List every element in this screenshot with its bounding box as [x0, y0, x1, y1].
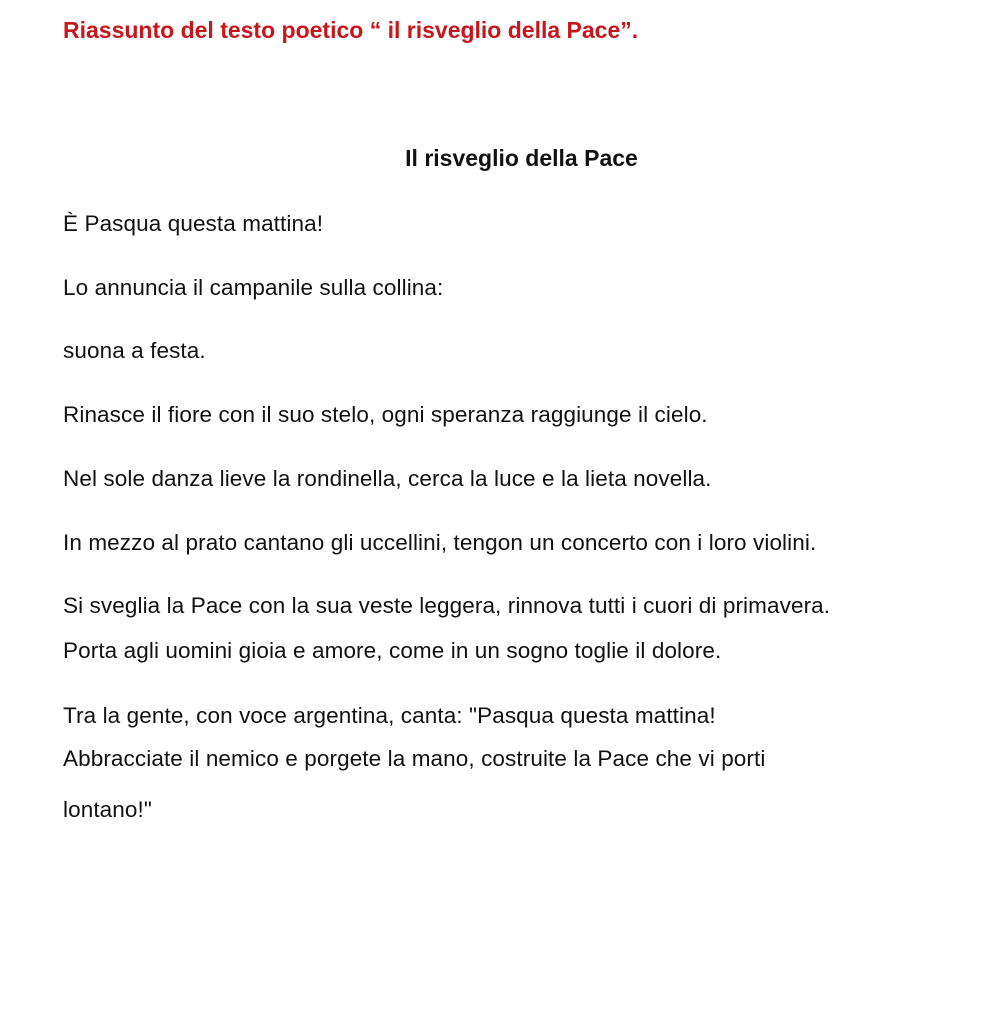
- poem-line: suona a festa.: [63, 338, 206, 363]
- poem-line: È Pasqua questa mattina!: [63, 211, 324, 236]
- poem-line: Rinasce il fiore con il suo stelo, ogni speranza raggiunge il cielo.: [63, 402, 708, 427]
- poem-line: Si sveglia la Pace con la sua veste leggera, rinnova tutti i cuori di primavera.: [63, 593, 831, 618]
- poem-line: In mezzo al prato cantano gli uccellini, tengon un concerto con i loro violini.: [63, 530, 817, 555]
- document-header: Riassunto del testo poetico “ il risveglio della Pace”.: [63, 17, 639, 43]
- poem-line: Nel sole danza lieve la rondinella, cerca la luce e la lieta novella.: [63, 466, 712, 491]
- poem-line: Lo annuncia il campanile sulla collina:: [63, 275, 444, 300]
- poem-line: Porta agli uomini gioia e amore, come in un sogno toglie il dolore.: [63, 638, 722, 663]
- poem-line: Abbracciate il nemico e porgete la mano, costruite la Pace che vi porti: [63, 746, 766, 771]
- poem-line: Tra la gente, con voce argentina, canta: "Pasqua questa mattina!: [63, 703, 716, 728]
- poem-title: Il risveglio della Pace: [405, 145, 638, 171]
- poem-line: lontano!": [63, 797, 152, 822]
